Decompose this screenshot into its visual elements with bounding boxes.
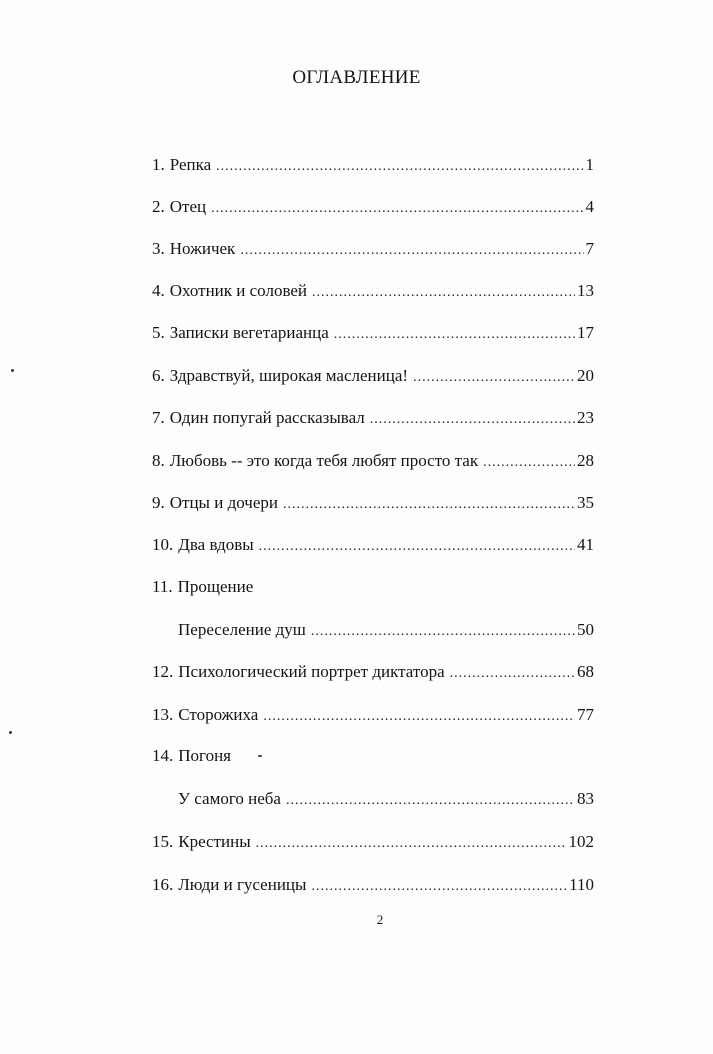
entry-page: 28	[577, 451, 594, 470]
page-number: 2	[376, 912, 384, 927]
entry-number: 10.	[152, 535, 174, 554]
entry-page: 13	[577, 281, 594, 300]
toc-subentry	[178, 789, 594, 811]
entry-number: 6.	[152, 366, 165, 385]
entry-title: Сторожиха	[178, 705, 259, 724]
entry-page: 23	[577, 408, 594, 427]
entry-page: 83	[577, 789, 594, 808]
entry-page: 102	[568, 832, 594, 851]
entry-page: 7	[585, 239, 594, 258]
toc-entry	[152, 832, 594, 854]
entry-title: Репка	[169, 155, 212, 174]
entry-title: Погоня	[178, 746, 231, 765]
toc-entry	[152, 535, 594, 557]
toc-entry	[152, 366, 594, 388]
toc-subentry	[178, 620, 594, 642]
toc-entry	[152, 281, 594, 303]
entry-page: 35	[577, 493, 594, 512]
toc-entry	[152, 239, 594, 261]
toc-entry	[152, 493, 594, 515]
toc-entry	[152, 746, 594, 768]
entry-number: 16.	[152, 875, 174, 894]
entry-page: 4	[585, 197, 594, 216]
entry-page: 20	[577, 366, 594, 385]
scan-speck	[9, 731, 12, 734]
entry-title: Ножичек	[169, 239, 236, 258]
dot-leader	[211, 201, 583, 217]
dot-leader	[483, 455, 575, 471]
toc-entry	[152, 197, 594, 219]
entry-title: Записки вегетарианца	[169, 323, 329, 342]
entry-number: 14.	[152, 746, 174, 765]
toc-entry	[152, 577, 594, 599]
entry-title: Люди и гусеницы	[178, 875, 307, 894]
entry-title: Два вдовы	[178, 535, 254, 554]
toc-entry	[152, 408, 594, 430]
entry-title: Переселение душ	[178, 620, 306, 639]
dot-leader	[334, 327, 575, 343]
entry-number: 3.	[152, 239, 165, 258]
entry-page: 77	[577, 705, 594, 724]
dot-leader	[450, 666, 575, 682]
entry-number: 15.	[152, 832, 174, 851]
dot-leader	[216, 159, 583, 175]
dot-leader	[263, 709, 575, 725]
entry-number: 4.	[152, 281, 165, 300]
entry-number: 11.	[152, 577, 173, 596]
entry-page: 110	[569, 875, 594, 894]
dot-leader	[256, 836, 567, 852]
toc-entry	[152, 155, 594, 177]
entry-page: 17	[577, 323, 594, 342]
entry-number: 2.	[152, 197, 165, 216]
dot-leader	[311, 879, 567, 895]
scan-speck	[258, 755, 262, 757]
dot-leader	[283, 497, 575, 513]
entry-title: Здравствуй, широкая масленица!	[169, 366, 409, 385]
entry-title: Отцы и дочери	[169, 493, 278, 512]
entry-number: 13.	[152, 705, 174, 724]
entry-title: Отец	[169, 197, 207, 216]
dot-leader	[286, 793, 575, 809]
dot-leader	[259, 539, 575, 555]
dot-leader	[311, 624, 575, 640]
entry-title: Охотник и соловей	[169, 281, 308, 300]
entry-title: У самого неба	[178, 789, 281, 808]
entry-title: Один попугай рассказывал	[169, 408, 365, 427]
entry-title: Любовь -- это когда тебя любят просто так	[169, 451, 479, 470]
page-title: ОГЛАВЛЕНИЕ	[292, 67, 421, 88]
entry-title: Крестины	[178, 832, 251, 851]
entry-number: 5.	[152, 323, 165, 342]
entry-number: 9.	[152, 493, 165, 512]
toc-entry	[152, 705, 594, 727]
dot-leader	[312, 285, 575, 301]
toc-entry	[152, 875, 594, 897]
entry-title: Психологический портрет диктатора	[178, 662, 445, 681]
scan-speck	[11, 369, 14, 372]
dot-leader	[413, 370, 575, 386]
entry-page: 68	[577, 662, 594, 681]
entry-title: Прощение	[177, 577, 254, 596]
entry-number: 7.	[152, 408, 165, 427]
entry-number: 8.	[152, 451, 165, 470]
dot-leader	[370, 412, 575, 428]
entry-number: 12.	[152, 662, 174, 681]
dot-leader	[240, 243, 583, 259]
toc-entry	[152, 323, 594, 345]
toc-entry	[152, 662, 594, 684]
toc-entry	[152, 451, 594, 473]
entry-page: 50	[577, 620, 594, 639]
entry-page: 41	[577, 535, 594, 554]
entry-number: 1.	[152, 155, 165, 174]
entry-page: 1	[585, 155, 594, 174]
